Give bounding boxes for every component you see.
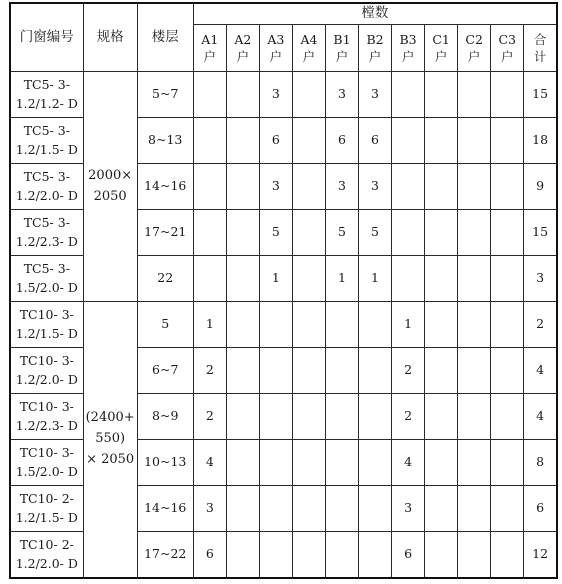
header-unit: A4 户 [292, 25, 325, 72]
cell-count [458, 118, 491, 164]
cell-count [458, 532, 491, 579]
cell-total: 8 [524, 440, 557, 486]
cell-count [491, 302, 524, 348]
header-row-1 [10, 3, 557, 25]
cell-count [259, 302, 292, 348]
cell-code: TC5- 3- 1.5/2.0- D [10, 256, 83, 302]
cell-count [458, 164, 491, 210]
cell-count: 3 [325, 164, 358, 210]
cell-count: 2 [193, 394, 226, 440]
cell-total: 6 [524, 486, 557, 532]
cell-count [359, 532, 392, 579]
cell-count [325, 486, 358, 532]
cell-count [359, 440, 392, 486]
cell-count: 3 [325, 72, 358, 118]
cell-count: 5 [359, 210, 392, 256]
cell-count: 3 [259, 72, 292, 118]
cell-count [193, 256, 226, 302]
cell-count: 1 [392, 302, 425, 348]
cell-code: TC10- 2- 1.2/2.0- D [10, 532, 83, 579]
cell-count [226, 532, 259, 579]
cell-floor: 6~7 [137, 348, 193, 394]
header-total: 合 计 [524, 25, 557, 72]
window-schedule-table [9, 2, 558, 579]
cell-count: 1 [259, 256, 292, 302]
cell-total: 12 [524, 532, 557, 579]
cell-count [226, 210, 259, 256]
cell-code: TC10- 2- 1.2/1.5- D [10, 486, 83, 532]
cell-count: 3 [359, 72, 392, 118]
cell-count [193, 72, 226, 118]
cell-count: 6 [359, 118, 392, 164]
cell-count [425, 118, 458, 164]
cell-count [458, 72, 491, 118]
cell-count [259, 394, 292, 440]
header-unit: C3 户 [491, 25, 524, 72]
cell-count: 2 [392, 394, 425, 440]
cell-count [292, 302, 325, 348]
cell-count [325, 394, 358, 440]
cell-count [359, 348, 392, 394]
cell-count: 5 [259, 210, 292, 256]
cell-count [193, 118, 226, 164]
cell-count [292, 532, 325, 579]
cell-count [359, 394, 392, 440]
cell-count [491, 210, 524, 256]
cell-count [193, 210, 226, 256]
cell-floor: 8~13 [137, 118, 193, 164]
cell-floor: 5~7 [137, 72, 193, 118]
cell-count [392, 118, 425, 164]
cell-code: TC10- 3- 1.2/1.5- D [10, 302, 83, 348]
cell-count [458, 210, 491, 256]
cell-count [226, 302, 259, 348]
cell-count [491, 394, 524, 440]
cell-total: 4 [524, 394, 557, 440]
cell-spec: 2000× 2050 [83, 72, 137, 302]
cell-count: 6 [325, 118, 358, 164]
cell-count [458, 256, 491, 302]
cell-count [458, 486, 491, 532]
cell-count [359, 302, 392, 348]
cell-floor: 14~16 [137, 164, 193, 210]
header-floor: 楼层 [137, 3, 193, 72]
cell-floor: 8~9 [137, 394, 193, 440]
cell-code: TC5- 3- 1.2/2.3- D [10, 210, 83, 256]
cell-count: 2 [392, 348, 425, 394]
cell-floor: 10~13 [137, 440, 193, 486]
cell-count [226, 256, 259, 302]
cell-floor: 14~16 [137, 486, 193, 532]
cell-count [458, 440, 491, 486]
header-count-group: 樘数 [193, 3, 557, 25]
cell-count [292, 348, 325, 394]
cell-count [458, 302, 491, 348]
cell-code: TC5- 3- 1.2/1.5- D [10, 118, 83, 164]
cell-count [491, 440, 524, 486]
cell-total: 18 [524, 118, 557, 164]
header-unit: C2 户 [458, 25, 491, 72]
cell-count [226, 394, 259, 440]
cell-total: 2 [524, 302, 557, 348]
cell-count [292, 256, 325, 302]
cell-count [458, 348, 491, 394]
cell-count: 3 [259, 164, 292, 210]
cell-count [425, 164, 458, 210]
header-unit: C1 户 [425, 25, 458, 72]
cell-count [259, 440, 292, 486]
cell-count: 6 [193, 532, 226, 579]
cell-count [392, 256, 425, 302]
cell-count: 3 [392, 486, 425, 532]
cell-count [259, 348, 292, 394]
cell-count: 1 [193, 302, 226, 348]
cell-count [292, 440, 325, 486]
cell-code: TC5- 3- 1.2/1.2- D [10, 72, 83, 118]
cell-count [226, 72, 259, 118]
cell-count: 6 [259, 118, 292, 164]
cell-count [193, 164, 226, 210]
cell-count [359, 486, 392, 532]
cell-count [292, 394, 325, 440]
cell-count [425, 532, 458, 579]
cell-count: 3 [193, 486, 226, 532]
cell-floor: 17~21 [137, 210, 193, 256]
header-unit: B3 户 [392, 25, 425, 72]
cell-count [491, 256, 524, 302]
table-row [10, 302, 557, 348]
cell-count [425, 440, 458, 486]
cell-count [325, 440, 358, 486]
table-body [10, 72, 557, 579]
cell-total: 15 [524, 72, 557, 118]
cell-count: 1 [359, 256, 392, 302]
cell-count: 4 [193, 440, 226, 486]
cell-count [491, 118, 524, 164]
cell-count [226, 348, 259, 394]
cell-count: 4 [392, 440, 425, 486]
cell-count [325, 348, 358, 394]
cell-count [392, 72, 425, 118]
header-spec: 规格 [83, 3, 137, 72]
cell-spec: (2400+ 550) × 2050 [83, 302, 137, 579]
cell-count [226, 164, 259, 210]
cell-count [425, 348, 458, 394]
cell-code: TC10- 3- 1.2/2.0- D [10, 348, 83, 394]
cell-count [226, 118, 259, 164]
header-unit: B1 户 [325, 25, 358, 72]
cell-total: 15 [524, 210, 557, 256]
cell-count [325, 302, 358, 348]
cell-code: TC10- 3- 1.2/2.3- D [10, 394, 83, 440]
header-code: 门窗编号 [10, 3, 83, 72]
cell-count: 1 [325, 256, 358, 302]
cell-floor: 5 [137, 302, 193, 348]
table-row [10, 72, 557, 118]
cell-count: 5 [325, 210, 358, 256]
cell-count [425, 486, 458, 532]
cell-count [458, 394, 491, 440]
cell-floor: 22 [137, 256, 193, 302]
cell-count [292, 118, 325, 164]
cell-count [292, 164, 325, 210]
cell-count [292, 210, 325, 256]
cell-count [226, 440, 259, 486]
header-unit: B2 户 [359, 25, 392, 72]
cell-count [425, 210, 458, 256]
cell-count [325, 532, 358, 579]
cell-count [392, 210, 425, 256]
cell-count: 2 [193, 348, 226, 394]
cell-code: TC5- 3- 1.2/2.0- D [10, 164, 83, 210]
cell-count [491, 72, 524, 118]
cell-count [292, 72, 325, 118]
cell-count: 6 [392, 532, 425, 579]
header-unit: A2 户 [226, 25, 259, 72]
header-unit: A3 户 [259, 25, 292, 72]
cell-count [491, 486, 524, 532]
cell-count [259, 486, 292, 532]
cell-count [259, 532, 292, 579]
cell-count [425, 256, 458, 302]
cell-count: 3 [359, 164, 392, 210]
cell-total: 9 [524, 164, 557, 210]
cell-count [425, 394, 458, 440]
cell-total: 3 [524, 256, 557, 302]
cell-count [226, 486, 259, 532]
cell-count [491, 532, 524, 579]
cell-count [491, 348, 524, 394]
cell-total: 4 [524, 348, 557, 394]
cell-count [392, 164, 425, 210]
cell-count [491, 164, 524, 210]
header-unit: A1 户 [193, 25, 226, 72]
cell-count [292, 486, 325, 532]
cell-count [425, 302, 458, 348]
cell-floor: 17~22 [137, 532, 193, 579]
cell-count [425, 72, 458, 118]
cell-code: TC10- 3- 1.5/2.0- D [10, 440, 83, 486]
